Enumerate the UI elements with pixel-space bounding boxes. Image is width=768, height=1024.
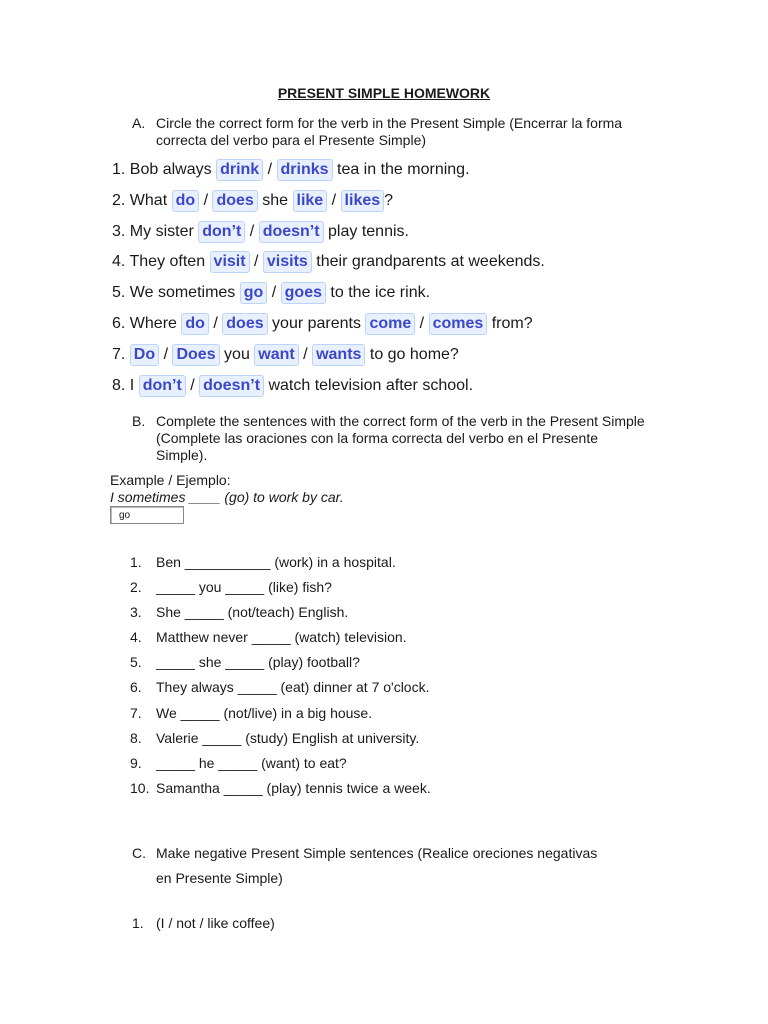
section-a-list [112,157,672,403]
section-b-header [132,413,652,464]
question-text: _____ she _____ (play) football? [156,654,360,671]
question-number: 6. [130,679,142,696]
mc-question [112,219,672,250]
section-b-list [130,554,690,805]
page-title: PRESENT SIMPLE HOMEWORK [277,85,491,101]
mc-question [112,280,672,311]
question-number: 4. [112,253,126,271]
section-b-instruction: Complete the sentences with the correct form of the verb in the Present Simple (Complete las oraciones con la forma correcta del verbo en el Presente Simple). [156,413,645,463]
answer-option[interactable]: likes [341,190,385,212]
question-number: 7. [112,345,126,363]
answer-option[interactable]: don’t [198,221,245,243]
section-a-letter: A. [132,115,146,131]
question-text: / [208,314,223,332]
question-text: / [185,376,200,394]
negative-question [132,915,692,932]
answer-option[interactable]: does [222,313,267,335]
mc-question [112,373,672,404]
question-text: you [219,345,255,363]
answer-option[interactable]: comes [429,313,488,335]
example-sentence: I sometimes ____ (go) to work by car. [110,489,344,505]
answer-option[interactable]: wants [312,344,365,366]
answer-option[interactable]: don’t [139,375,186,397]
answer-option[interactable]: visit [210,251,250,273]
question-text: / [245,222,259,240]
question-number: 3. [130,604,142,621]
question-text: My sister [129,222,199,240]
question-text: We _____ (not/live) in a big house. [156,704,373,721]
question-number: 9. [130,754,142,771]
question-text: They always _____ (eat) dinner at 7 o'clock. [156,679,430,696]
fill-in-question [130,629,690,654]
question-text: play tennis. [323,222,409,240]
fill-in-question [130,705,690,730]
question-text: _____ you _____ (like) fish? [156,579,332,596]
question-number: 10. [130,779,150,796]
question-text: your parents [267,314,366,332]
answer-option[interactable]: do [172,190,200,212]
question-text: / [327,191,341,209]
question-text: from? [487,314,533,332]
question-text: / [267,284,281,302]
question-text: / [249,253,263,271]
section-c-header [132,841,652,891]
section-c-letter: C. [132,845,146,861]
question-number: 2. [112,191,126,209]
question-number: 6. [112,314,126,332]
answer-option[interactable]: do [181,313,209,335]
question-text: / [263,161,277,178]
question-number: 1. [132,915,144,931]
answer-option[interactable]: does [212,190,257,212]
answer-option[interactable]: doesn’t [259,221,324,243]
question-number: 5. [130,654,142,671]
question-number: 7. [130,704,142,721]
section-a-header [132,115,652,149]
question-text: Where [129,314,182,332]
question-number: 8. [130,729,142,746]
section-c-list [132,915,692,932]
fill-in-question [130,679,690,704]
fill-in-question [130,604,690,629]
answer-option[interactable]: Does [172,344,219,366]
question-text: ? [384,191,394,209]
question-text: Matthew never _____ (watch) television. [156,629,407,646]
answer-option[interactable]: like [293,190,328,212]
answer-option[interactable]: drink [216,159,263,181]
fill-in-question [130,755,690,780]
answer-option[interactable]: drinks [277,159,333,181]
question-text: They often [129,253,210,271]
question-text: watch television after school. [264,376,474,394]
question-text: their grandparents at weekends. [311,253,545,271]
question-text: We sometimes [129,284,240,302]
section-c-instruction-line2: en Presente Simple) [156,870,283,886]
question-text: tea in the morning. [332,161,470,178]
mc-question [112,342,672,373]
question-text: What [129,191,172,209]
answer-option[interactable]: Do [130,344,159,366]
answer-option[interactable]: come [365,313,415,335]
question-number: 8. [112,376,126,394]
question-number: 3. [112,222,126,240]
question-text: (I / not / like coffee) [156,915,275,931]
fill-in-question [130,554,690,579]
fill-in-question [130,730,690,755]
section-b-letter: B. [132,413,146,429]
question-number: 5. [112,284,126,302]
question-text: to go home? [365,345,459,363]
example-label: Example / Ejemplo: [110,472,231,488]
question-text: to the ice rink. [325,284,431,302]
fill-in-question [130,579,690,604]
answer-option[interactable]: go [240,282,268,304]
mc-question [112,249,672,280]
mc-question [112,311,672,342]
question-number: 1. [112,161,126,178]
question-number: 2. [130,579,142,596]
question-text: Bob always [129,161,217,178]
question-text: / [159,345,173,363]
answer-option[interactable]: doesn’t [199,375,264,397]
question-text: / [199,191,213,209]
question-text: / [415,314,429,332]
answer-option[interactable]: goes [281,282,326,304]
question-number: 4. [130,629,142,646]
answer-option[interactable]: visits [263,251,312,273]
section-a-instruction: Circle the correct form for the verb in the Present Simple (Encerrar la forma correcta del verbo para el Presente Simple) [156,115,623,148]
question-text: / [298,345,313,363]
question-number: 1. [130,554,142,570]
question-text: Samantha _____ (play) tennis twice a week. [156,779,431,796]
question-text: She _____ (not/teach) English. [156,604,349,621]
question-text: Valerie _____ (study) English at university. [156,729,420,746]
question-text: she [257,191,293,209]
fill-in-question [130,780,690,805]
section-c-instruction-line1: Make negative Present Simple sentences (Realice oreciones negativas [156,845,598,861]
answer-option[interactable]: want [254,344,298,366]
fill-in-question [130,654,690,679]
mc-question [112,188,672,219]
question-text: I [129,376,139,394]
question-text: _____ he _____ (want) to eat? [156,754,347,771]
example-answer-field[interactable]: go [110,506,184,524]
question-text: Ben ___________ (work) in a hospital. [156,554,396,570]
mc-question [112,157,672,188]
